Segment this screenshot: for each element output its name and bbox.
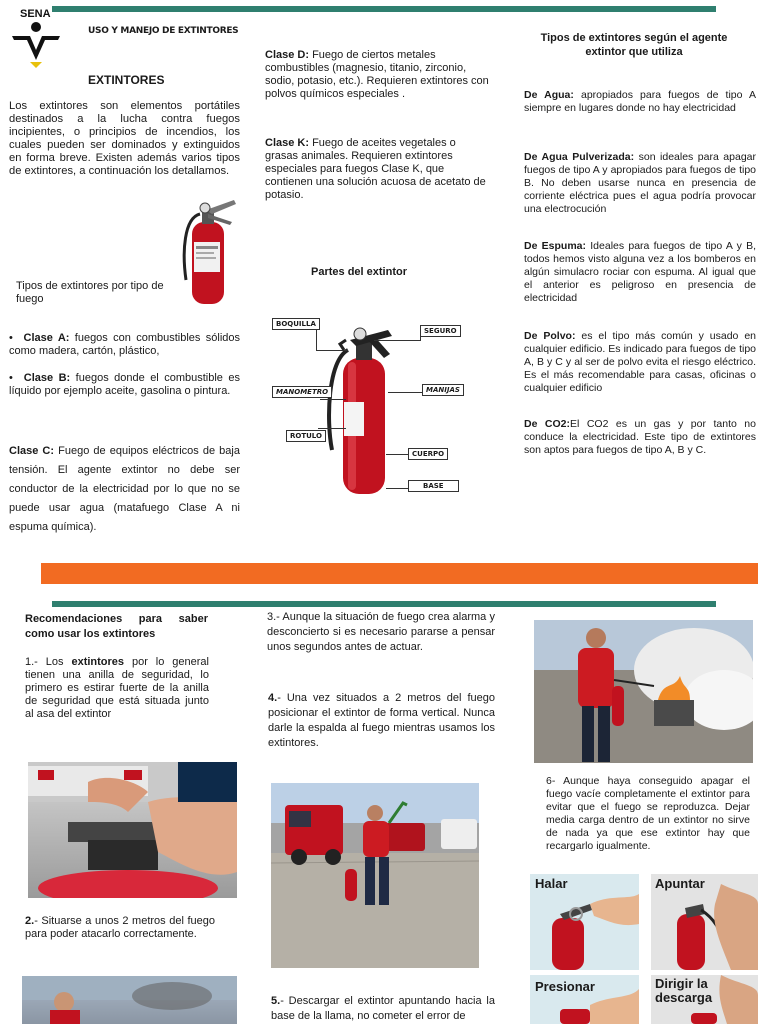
extinguisher-photo <box>178 192 238 306</box>
clase-a-label: Clase A: <box>23 332 70 344</box>
pass-presionar-image <box>530 975 639 1024</box>
orange-divider-bar <box>41 563 758 584</box>
step-1-bold: extintores <box>71 656 125 668</box>
label-cuerpo: CUERPO <box>408 448 448 460</box>
espuma-label: De Espuma: <box>524 240 587 252</box>
step-3: 3.- Aunque la situación de fuego crea alarma y desconcierto si es necesario pararse a pensar unos segundos antes de actuar. <box>267 611 495 653</box>
pass-apuntar-label: Apuntar <box>655 876 705 891</box>
bottom-teal-bar <box>52 601 716 607</box>
label-base: BASE <box>408 480 459 492</box>
agua-pulverizada-label: De Agua Pulverizada: <box>524 151 635 163</box>
step-5-label: 5. <box>271 995 281 1007</box>
photo-step-bottom-left <box>22 976 237 1024</box>
clase-a-text: fuegos con combustibles sólidos como madera, cartón, plástico, <box>9 332 240 357</box>
clase-c-text: Fuego de equipos eléctricos de baja tensión. El agente extintor no debe ser conductor de la electricidad por lo que no se puede usar agua (matafuego Clase A ni espuma química). <box>9 445 240 533</box>
pass-apuntar-image <box>651 874 758 970</box>
step-1 <box>25 656 209 721</box>
agent-types-heading: Tipos de extintores según el agente extintor que utiliza <box>540 32 728 58</box>
parts-title: Partes del extintor <box>311 266 407 278</box>
clase-k-text: Fuego de aceites vegetales o grasas animales. Requieren extintores especiales para fuegos Clase K, que contienen una solución acuosa de acetato de potasio. <box>265 137 486 201</box>
agua-text: apropiados para fuegos de tipo A siempre en lugares donde no hay electricidad <box>524 89 756 114</box>
clase-k-item <box>265 137 491 202</box>
clase-c-label: Clase C: <box>9 445 55 457</box>
polvo-label: De Polvo: <box>524 330 576 342</box>
step-1-text: por lo general tienen una anilla de seguridad, lo primero es estirar fuerte de la anilla de seguridad que está situada junto al asa del extintor <box>25 656 209 720</box>
step-2 <box>25 915 215 941</box>
label-boquilla: BOQUILLA <box>272 318 320 330</box>
label-rotulo: ROTULO <box>286 430 326 442</box>
clase-k-label: Clase K: <box>265 137 310 149</box>
co2-text: El CO2 es un gas y por tanto no conduce la electricidad. Este tipo de extintores son aptos para fuegos de tipo A, B y C. <box>524 418 756 456</box>
clase-a-item <box>9 332 240 358</box>
step-1-prefix: 1.- Los <box>25 656 72 668</box>
intro-paragraph: Los extintores son elementos portátiles destinados a la lucha contra fuegos incipientes, o principios de incendios, los cuales pueden ser dominados y extinguidos en forma breve. Existen además varios tipos de extintores, a continuación los detallamos. <box>9 100 240 177</box>
types-by-fire-label: Tipos de extintores por tipo de fuego <box>16 280 164 305</box>
photo-firefighter-walking <box>271 783 479 968</box>
clase-c-item <box>9 442 240 537</box>
photo-extinguishing-fire <box>534 620 753 763</box>
espuma-item <box>524 240 756 305</box>
agua-label: De Agua: <box>524 89 574 101</box>
label-manijas: MANIJAS <box>422 384 464 396</box>
step-5 <box>271 994 495 1024</box>
sena-logo <box>6 6 66 68</box>
step-6: 6- Aunque haya conseguido apagar el fuego vacíe completamente el extintor para evitar que el fuego se reproduzca. Dejar media carga dentro de un extintor no sirve de nada ya que ese extintor hay que recargarlo igualmente. <box>546 775 750 852</box>
clase-b-text: fuegos donde el combustible es líquido por ejemplo aceite, gasolina o pintura. <box>9 372 240 397</box>
pass-presionar-label: Presionar <box>535 979 595 994</box>
pass-dirigir-label: Dirigir la descarga <box>655 976 713 1005</box>
recommendations-heading: Recomendaciones para saber como usar los extintores <box>25 613 208 640</box>
pass-dirigir-image <box>651 975 758 1024</box>
clase-d-item <box>265 49 491 101</box>
agua-pulverizada-text: son ideales para apagar fuegos de tipo A y apropiados para fuegos de tipo B. No deben usarse nunca en presencia de corriente eléctrica pues el agua podría provocar una electrocución <box>524 151 756 215</box>
clase-b-label: Clase B: <box>23 372 71 384</box>
clase-b-item <box>9 372 240 398</box>
polvo-text: es el tipo más común y usado en cualquier edificio. Es indicado para fuegos de tipo A, B y C y al ser de polvo evita el riesgo eléctrico. Es el más recomendable para casas, oficinas o cualquier edificio <box>524 330 756 394</box>
step-2-label: 2. <box>25 915 35 927</box>
step-2-text: - Situarse a unos 2 metros del fuego para poder atacarlo correctamente. <box>25 915 215 940</box>
agua-pulverizada-item <box>524 151 756 216</box>
step-4-label: 4. <box>268 692 278 704</box>
clase-d-label: Clase D: <box>265 49 310 61</box>
logo-text: SENA <box>20 8 51 20</box>
pass-halar-image <box>530 874 639 970</box>
pass-halar-label: Halar <box>535 876 568 891</box>
clase-d-text: Fuego de ciertos metales combustibles (magnesio, titanio, zirconio, sodio, potasio, etc.). Requieren extintores con polvos químicos especiales . <box>265 49 489 100</box>
parts-diagram <box>268 300 496 518</box>
doc-title: USO Y MANEJO DE EXTINTORES <box>88 26 239 36</box>
agua-item <box>524 89 756 115</box>
polvo-item <box>524 330 756 395</box>
co2-item <box>524 418 756 457</box>
espuma-text: Ideales para fuegos de tipo A y B, todos hemos visto alguna vez a los bomberos en algún simulacro rociar con espuma. Al igual que el anterior es peligroso en presencia de electricidad <box>524 240 756 304</box>
extintores-heading: EXTINTORES <box>88 73 165 87</box>
step-4 <box>268 691 495 751</box>
top-teal-bar <box>52 6 716 12</box>
bullet: • <box>9 372 24 384</box>
photo-pulling-pin <box>28 762 237 898</box>
bullet: • <box>9 332 24 344</box>
co2-label: De CO2: <box>524 418 570 430</box>
step-5-text: - Descargar el extintor apuntando hacia la base de la llama, no cometer el error de <box>271 995 495 1022</box>
label-seguro: SEGURO <box>420 325 461 337</box>
step-4-text: - Una vez situados a 2 metros del fuego posicionar el extintor de forma vertical. Nunca darle la espalda al fuego mientras usamos los extintores. <box>268 692 495 749</box>
label-manometro: MANOMETRO <box>272 386 332 398</box>
